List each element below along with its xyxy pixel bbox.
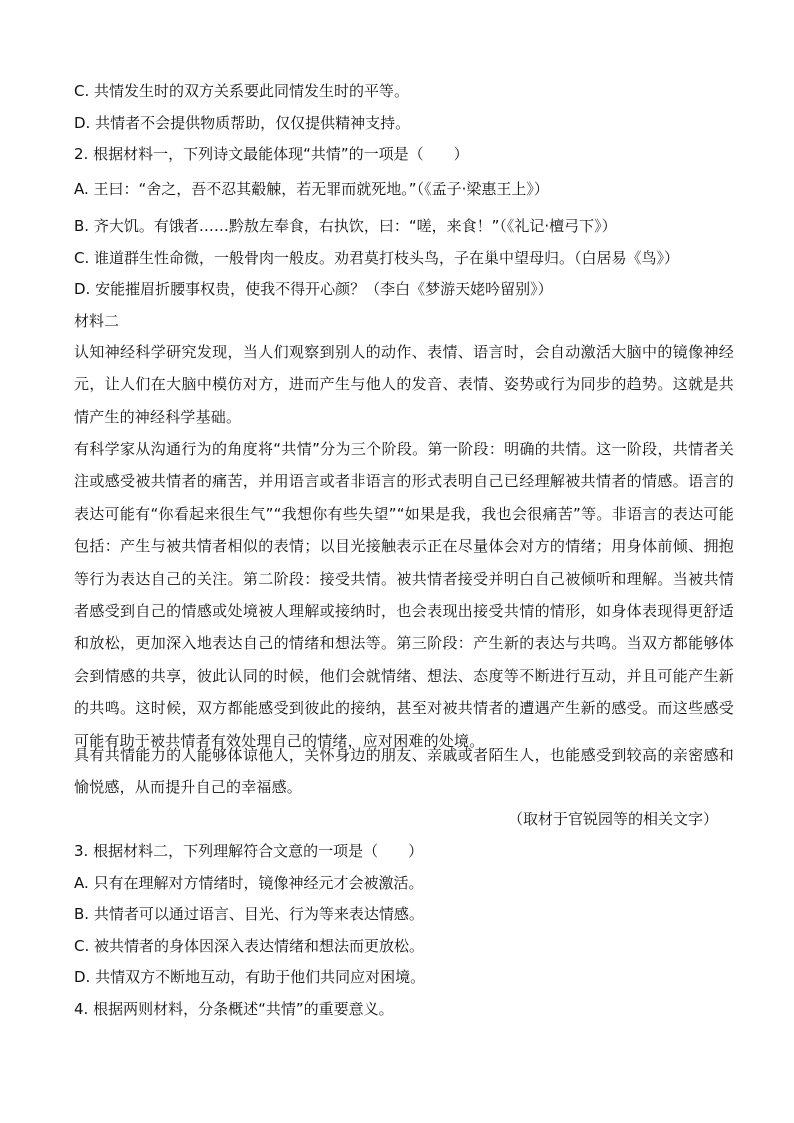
q3-option-d: D. 共情双方不断地互动，有助于他们共同应对困境。	[74, 968, 426, 986]
q1-option-c: C. 共情发生时的双方关系要此同情发生时的平等。	[74, 82, 410, 100]
q2-option-c: C. 谁道群生性命微，一般骨肉一般皮。劝君莫打枝头鸟，子在巢中望母归。（白居易《鸟》）	[74, 249, 680, 267]
q3-option-b: B. 共情者可以通过语言、目光、行为等来表达情感。	[74, 905, 424, 923]
q3-stem: 3. 根据材料二，下列理解符合文意的一项是（ ）	[74, 842, 424, 860]
q2-option-a: A. 王曰：“舍之，吾不忍其觳觫，若无罪而就死地。”（《孟子·梁惠王上》）	[74, 180, 549, 198]
material2-source: （取材于官锐园等的相关文字）	[507, 810, 718, 828]
q3-option-c: C. 被共情者的身体因深入表达情绪和想法而更放松。	[74, 937, 425, 955]
material2-paragraph-2: 有科学家从沟通行为的角度将“共情”分为三个阶段。第一阶段：明确的共情。这一阶段，共情者关注或感受被共情者的痛苦，并用语言或者非语言的形式表明自己已经理解被共情者的情感。语言的表达可能有“你看起来很生气”“我想你有些失望”“如果是我，我也会很痛苦”等。非语言的表达可能包括：产生与被共情者相似的表情；以目光接触表示正在尽量体会对方的情绪；用身体前倾、拥抱等行为表达自己的关注。第二阶段：接受共情。被共情者接受并明白自己被倾听和理解。当被共情者感受到自己的情感或处境被人理解或接纳时，也会表现出接受共情的情形，如身体表现得更舒适和放松，更加深入地表达自己的情绪和想法等。第三阶段：产生新的表达与共鸣。当双方都能够体会到情感的共享，彼此认同的时候，他们会就情绪、想法、态度等不断进行互动，并且可能产生新的共鸣。这时候，双方都能感受到彼此的接纳，甚至对被共情者的遭遇产生新的感受。而这些感受可能有助于被共情者有效处理自己的情绪，应对困难的处境。	[74, 440, 734, 750]
material2-title: 材料二	[74, 312, 120, 330]
material2-paragraph-3: 具有共情能力的人能够体谅他人，关怀身边的朋友、亲戚或者陌生人，也能感受到较高的亲密感和愉悦感，从而提升自己的幸福感。	[74, 746, 734, 797]
material2-paragraph-1: 认知神经科学研究发现，当人们观察到别人的动作、表情、语言时，会自动激活大脑中的镜像神经元，让人们在大脑中模仿对方，进而产生与他人的发音、表情、姿势或行为同步的趋势。这就是共情产生的神经科学基础。	[74, 343, 734, 426]
q2-stem: 2. 根据材料一，下列诗文最能体现“共情”的一项是（ ）	[74, 145, 469, 163]
q2-option-d: D. 安能摧眉折腰事权贵，使我不得开心颜？（李白《梦游天姥吟留别》）	[74, 280, 553, 298]
q4-stem: 4. 根据两则材料，分条概述“共情”的重要意义。	[74, 1000, 394, 1018]
q3-option-a: A. 只有在理解对方情绪时，镜像神经元才会被激活。	[74, 874, 424, 892]
q2-option-b: B. 齐大饥。有饿者……黔敖左奉食，右执饮，曰：“嗟，来食！”（《礼记·檀弓下》）	[74, 217, 617, 235]
q1-option-d: D. 共情者不会提供物质帮助，仅仅提供精神支持。	[74, 114, 411, 132]
